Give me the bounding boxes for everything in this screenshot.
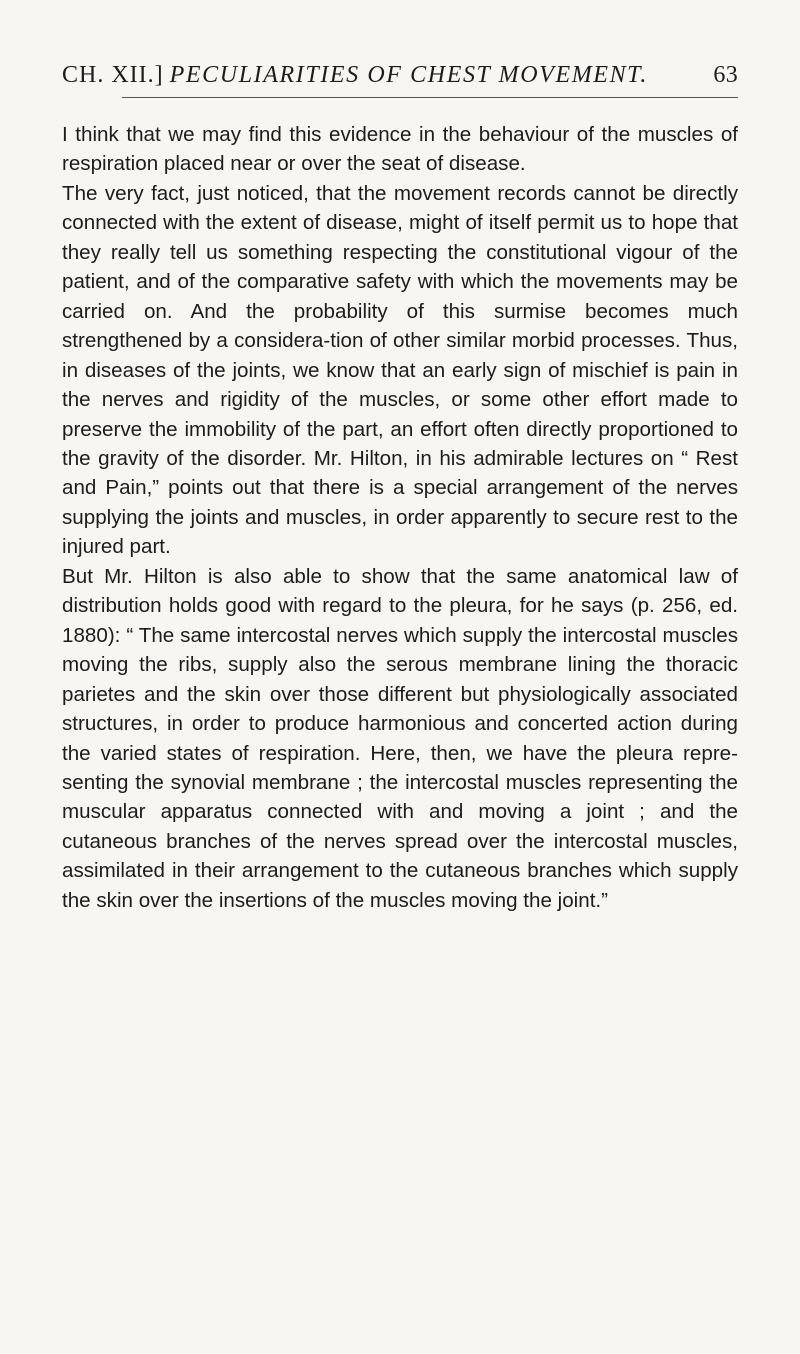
running-head: [62, 62, 738, 95]
paragraph: The very fact, just noticed, that the movement records cannot be directly connected with the extent of disease, might of itself permit us to hope that they really tell us something respecting the constitutional vigour of the patient, and of the comparative safety with which the movements may be carried on. And the probability of this surmise becomes much strengthened by a considera-tion of other similar morbid processes. Thus, in diseases of the joints, we know that an early sign of mischief is pain in the nerves and rigidity of the muscles, or some other effort made to preserve the immobility of the part, an effort often directly proportioned to the gravity of the disorder. Mr. Hilton, in his admirable lectures on “ Rest and Pain,” points out that there is a special arrangement of the nerves supplying the joints and muscles, in order apparently to secure rest to the injured part.: [62, 181, 738, 559]
body-text: [62, 120, 738, 915]
header-rule: [122, 97, 738, 98]
page-number: 63: [713, 62, 738, 88]
running-title: PECULIARITIES OF CHEST MOVEMENT.: [169, 62, 648, 88]
paragraph: I think that we may find this evidence in the behaviour of the muscles of respiration placed near or over the seat of disease.: [62, 123, 738, 176]
paragraph: But Mr. Hilton is also able to show that the same anatomical law of distribution holds good with regard to the pleura, for he says (p. 256, ed. 1880): “ The same intercostal nerves which supply the intercostal muscles moving the ribs, supply also the serous membrane lining the thoracic parietes and the skin over those different but physiologically associated structures, in order to produce harmonious and concerted action during the varied states of respiration. Here, then, we have the pleura repre-senting the synovial membrane ; the intercostal muscles representing the muscular apparatus connected with and moving a joint ; and the cutaneous branches of the nerves spread over the intercostal muscles, assimilated in their arrangement to the cutaneous branches which supply the skin over the insertions of the muscles moving the joint.”: [62, 564, 738, 912]
chapter-label: CH. XII.]: [62, 62, 164, 88]
book-page: [62, 62, 738, 915]
